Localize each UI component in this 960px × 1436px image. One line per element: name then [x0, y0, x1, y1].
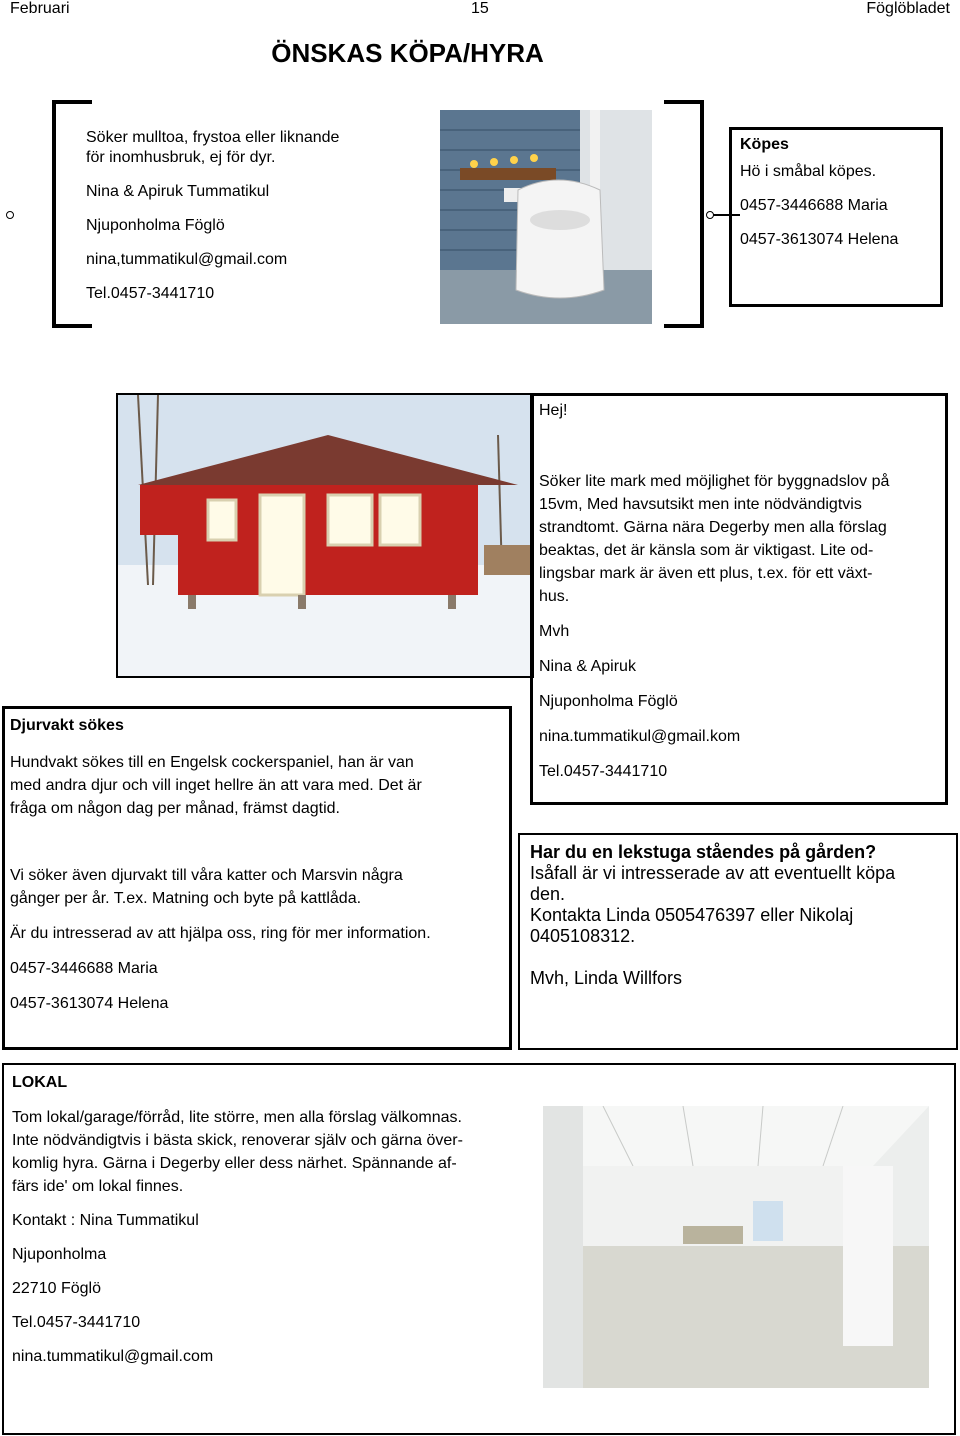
lokal-contact: Kontakt : Nina Tummatikul [12, 1212, 199, 1229]
mark-greeting: Hej! [539, 402, 568, 419]
mulltoa-email: nina,tummatikul@gmail.com [86, 251, 288, 268]
toilet-image [440, 110, 652, 324]
mark-sign: Mvh [539, 623, 570, 640]
djurvakt-phone1: 0457-3446688 Maria [10, 960, 158, 977]
mark-line: 15vm, Med havsutsikt men inte nödvändigtvis [539, 496, 862, 513]
mulltoa-tel: Tel.0457-3441710 [86, 285, 215, 302]
lokal-tel: Tel.0457-3441710 [12, 1314, 141, 1331]
kopes-heading: Köpes [740, 136, 789, 153]
lokal-place2: 22710 Föglö [12, 1280, 101, 1297]
djurvakt-line: med andra djur och vill inget hellre än att vara med. Det är [10, 777, 422, 794]
mark-name: Nina & Apiruk [539, 658, 636, 675]
lekstuga-line3: Kontakta Linda 0505476397 eller Nikolaj [530, 905, 854, 925]
mulltoa-name: Nina & Apiruk Tummatikul [86, 183, 270, 200]
lekstuga-line1: Isåfall är vi intresserade av att eventuellt köpa [530, 863, 896, 883]
lekstuga-text [530, 842, 895, 989]
lokal-line: Tom lokal/garage/förråd, lite större, men alla förslag välkomnas. [12, 1109, 462, 1126]
djurvakt-question: Är du intresserad av att hjälpa oss, ring för mer information. [10, 925, 431, 942]
mark-text [539, 470, 889, 783]
lokal-place1: Njuponholma [12, 1246, 107, 1263]
djurvakt-phone2: 0457-3613074 Helena [10, 995, 169, 1012]
lokal-line: färs ide' om lokal finnes. [12, 1178, 184, 1195]
mark-tel: Tel.0457-3441710 [539, 763, 668, 780]
hall-image [543, 1106, 929, 1388]
cabin-image [116, 393, 534, 678]
djurvakt-line: Vi söker även djurvakt till våra katter och Marsvin några [10, 867, 403, 884]
djurvakt-line: fråga om någon dag per månad, främst dagtid. [10, 800, 340, 817]
lekstuga-sign: Mvh, Linda Willfors [530, 968, 683, 988]
kopes-text [740, 135, 898, 250]
page-title: ÖNSKAS KÖPA/HYRA [271, 38, 544, 68]
kopes-phone1: 0457-3446688 Maria [740, 197, 888, 214]
mark-line: strandtomt. Gärna nära Degerby men alla förslag [539, 519, 887, 536]
ad-mulltoa [86, 128, 339, 304]
mark-line: Söker lite mark med möjlighet för byggnadslov på [539, 473, 890, 490]
header-publication: Föglöbladet [866, 0, 950, 17]
lekstuga-line4: 0405108312. [530, 926, 636, 946]
djurvakt-heading: Djurvakt sökes [10, 717, 124, 734]
djurvakt-text [10, 714, 431, 1015]
header-month: Februari [10, 0, 70, 17]
bullet-dot [6, 211, 14, 219]
mark-email: nina.tummatikul@gmail.kom [539, 728, 741, 745]
lokal-text [12, 1071, 463, 1368]
mulltoa-place: Njuponholma Föglö [86, 217, 225, 234]
page-header [0, 0, 960, 20]
mark-line: hus. [539, 588, 570, 605]
kopes-phone2: 0457-3613074 Helena [740, 231, 899, 248]
lokal-line: Inte nödvändigtvis i bästa skick, renoverar själv och gärna över- [12, 1132, 463, 1149]
kopes-line: Hö i småbal köpes. [740, 163, 877, 180]
lokal-email: nina.tummatikul@gmail.com [12, 1348, 214, 1365]
mark-line: beaktas, det är känsla som är viktigast. Lite od- [539, 542, 874, 559]
djurvakt-line: gånger per år. T.ex. Matning och byte på kattlåda. [10, 890, 362, 907]
mark-line: lingsbar mark är även ett plus, t.ex. för ett växt- [539, 565, 873, 582]
lokal-heading: LOKAL [12, 1074, 68, 1091]
lekstuga-line2: den. [530, 884, 566, 904]
bracket-right [664, 100, 704, 328]
lekstuga-heading: Har du en lekstuga ståendes på gården? [530, 842, 877, 862]
djurvakt-line: Hundvakt sökes till en Engelsk cockerspaniel, han är van [10, 754, 414, 771]
mulltoa-line1: Söker mulltoa, frystoa eller liknande [86, 129, 340, 146]
header-page-number: 15 [471, 0, 489, 17]
mark-place: Njuponholma Föglö [539, 693, 678, 710]
mulltoa-line2: för inomhusbruk, ej för dyr. [86, 149, 276, 166]
lokal-line: komlig hyra. Gärna i Degerby eller dess närhet. Spännande af- [12, 1155, 457, 1172]
bullet-dot-right [706, 211, 714, 219]
